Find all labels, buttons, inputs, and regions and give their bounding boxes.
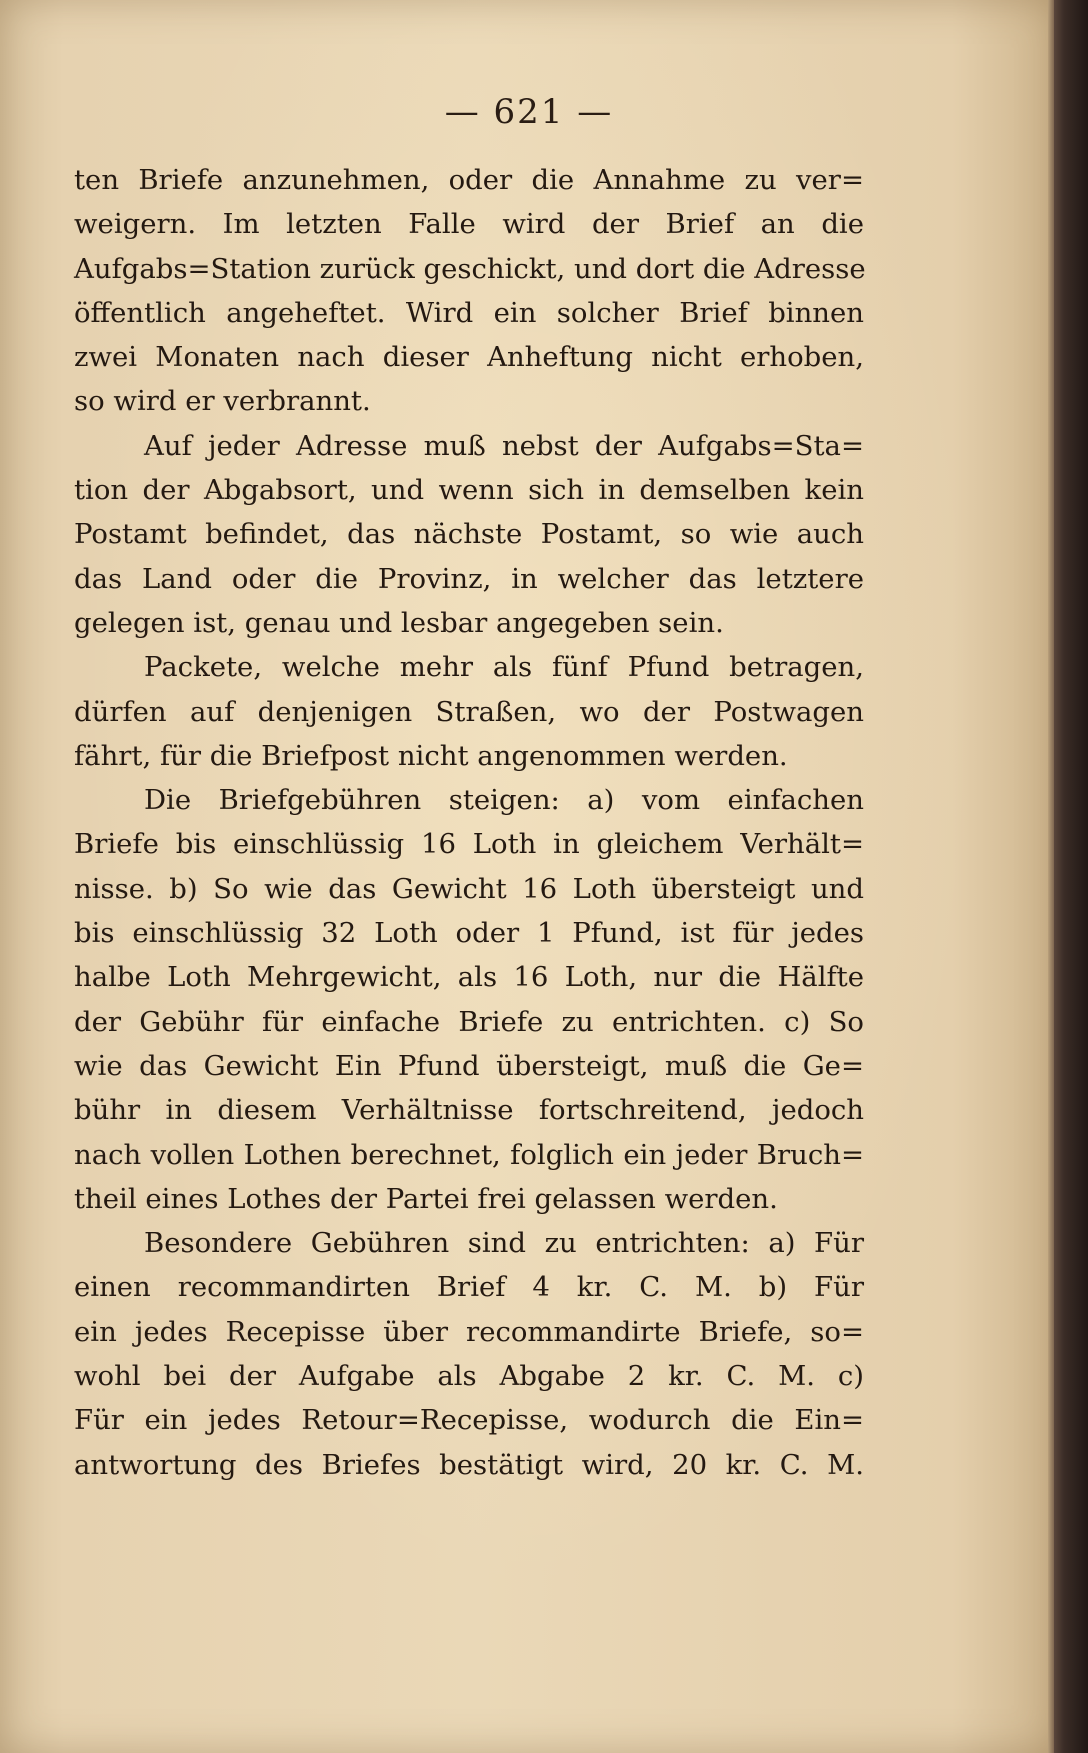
text-line-23: nach vollen Lothen berechnet, folglich ein jeder Bruch= xyxy=(74,1138,864,1171)
text-line-17: nisse. b) So wie das Gewicht 16 Loth übersteigt und xyxy=(74,872,864,905)
text-line-11: gelegen ist, genau und lesbar angegeben sein. xyxy=(74,606,724,639)
text-line-4: öffentlich angeheftet. Wird ein solcher Brief binnen xyxy=(74,296,864,329)
text-line-27: ein jedes Recepisse über recommandirte Briefe, so= xyxy=(74,1315,864,1348)
text-line-9: Postamt befindet, das nächste Postamt, so wie auch xyxy=(74,518,864,551)
text-line-18: bis einschlüssig 32 Loth oder 1 Pfund, ist für jedes xyxy=(74,917,864,950)
page-number-header: — 621 — xyxy=(444,92,614,132)
text-line-20: der Gebühr für einfache Briefe zu entrichten. c) So xyxy=(74,1005,864,1038)
text-line-5: zwei Monaten nach dieser Anheftung nicht erhoben, xyxy=(74,341,864,374)
text-line-28: wohl bei der Aufgabe als Abgabe 2 kr. C. M. c) xyxy=(74,1360,864,1393)
text-line-13: dürfen auf denjenigen Straßen, wo der Postwagen xyxy=(74,695,864,728)
text-line-8: tion der Abgabsort, und wenn sich in demselben kein xyxy=(74,474,864,507)
text-line-19: halbe Loth Mehrgewicht, als 16 Loth, nur die Hälfte xyxy=(74,961,864,994)
text-line-3: Aufgabs=Station zurück geschickt, und dort die Adresse xyxy=(74,252,866,285)
text-line-25: Besondere Gebühren sind zu entrichten: a) Für xyxy=(144,1227,864,1260)
text-line-15: Die Briefgebühren steigen: a) vom einfachen xyxy=(144,784,864,817)
text-line-1: ten Briefe anzunehmen, oder die Annahme zu ver= xyxy=(74,164,864,196)
text-line-21: wie das Gewicht Ein Pfund übersteigt, muß die Ge= xyxy=(74,1049,864,1082)
body-text xyxy=(74,158,864,1487)
text-line-12: Packete, welche mehr als fünf Pfund betragen, xyxy=(144,651,864,684)
book-spine xyxy=(1054,0,1088,1753)
text-line-7: Auf jeder Adresse muß nebst der Aufgabs=Sta= xyxy=(144,429,864,462)
text-line-16: Briefe bis einschlüssig 16 Loth in gleichem Verhält= xyxy=(74,828,864,861)
text-line-22: bühr in diesem Verhältnisse fortschreitend, jedoch xyxy=(74,1094,864,1127)
text-line-29: Für ein jedes Retour=Recepisse, wodurch die Ein= xyxy=(74,1404,864,1437)
text-line-26: einen recommandirten Brief 4 kr. C. M. b) Für xyxy=(74,1271,864,1304)
text-line-14: fährt, für die Briefpost nicht angenommen werden. xyxy=(74,739,788,772)
text-line-6: so wird er verbrannt. xyxy=(74,385,371,418)
text-line-24: theil eines Lothes der Partei frei gelassen werden. xyxy=(74,1182,778,1215)
text-line-10: das Land oder die Provinz, in welcher das letztere xyxy=(74,562,864,595)
text-line-30: antwortung des Briefes bestätigt wird, 20 kr. C. M. xyxy=(74,1448,864,1481)
text-line-2: weigern. Im letzten Falle wird der Brief an die xyxy=(74,208,864,241)
